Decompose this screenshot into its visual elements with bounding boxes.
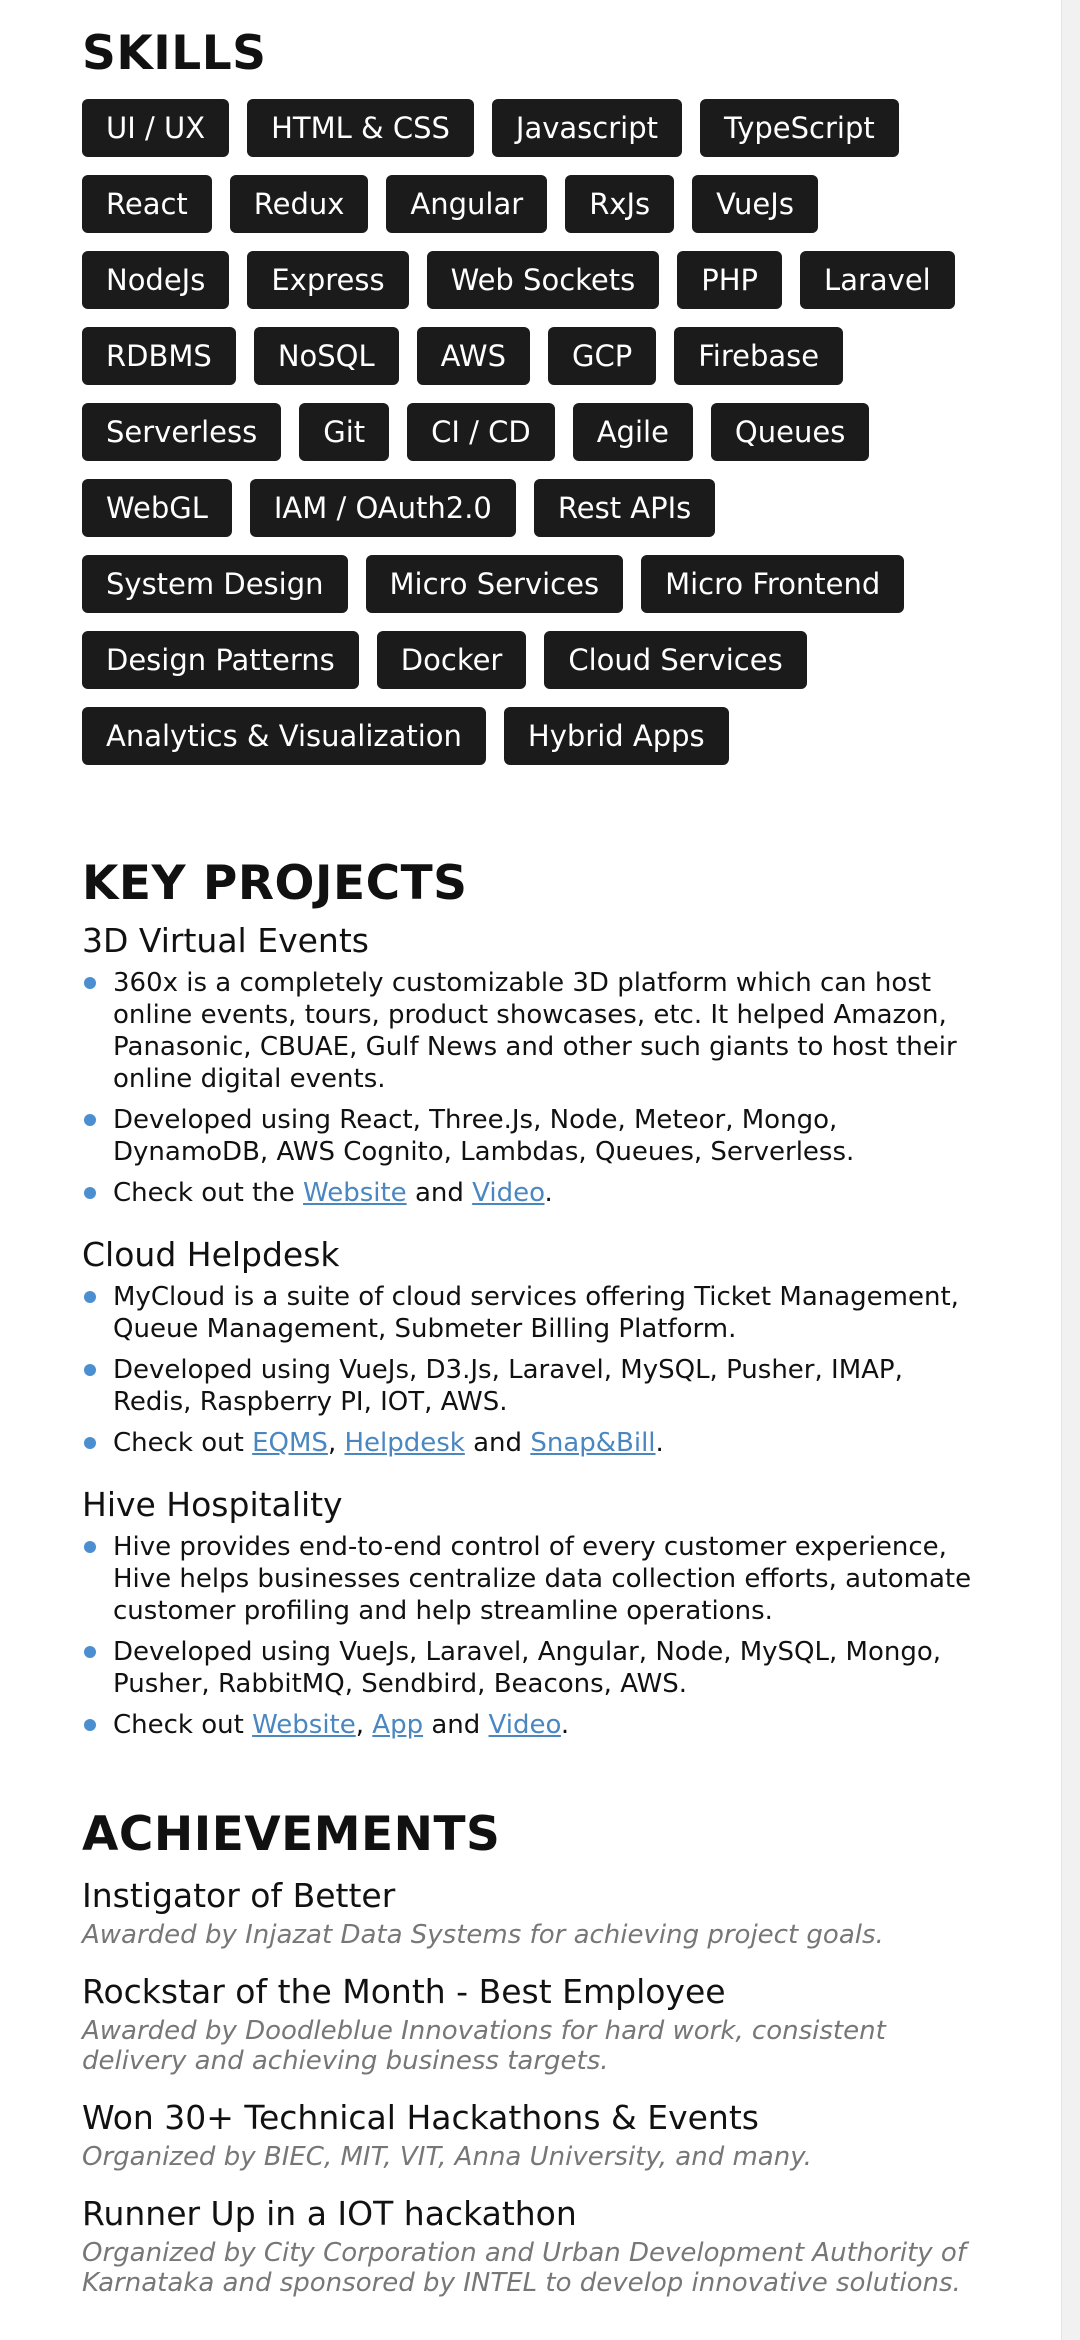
skills-section xyxy=(82,0,982,765)
checkout-prefix: Check out xyxy=(113,1428,253,1458)
skill-tag: Web Sockets xyxy=(427,251,660,309)
skill-tag: Firebase xyxy=(674,327,843,385)
skill-tag: Serverless xyxy=(82,403,281,461)
snap-and-bill-link[interactable]: Snap&Bill xyxy=(530,1428,656,1458)
projects-section xyxy=(82,856,982,1741)
link-separator: and xyxy=(423,1710,489,1740)
skills-heading: SKILLS xyxy=(82,26,267,81)
skill-tag: RxJs xyxy=(565,175,674,233)
project-bullet-list xyxy=(82,967,982,1209)
project-description xyxy=(82,1281,982,1345)
achievement-description: Awarded by Injazat Data Systems for achieving project goals. xyxy=(82,1920,884,1950)
link-separator: , xyxy=(355,1710,373,1740)
achievement-title: Runner Up in a IOT hackathon xyxy=(82,2194,577,2233)
project-description-text: 360x is a completely customizable 3D platform which can host online events, tours, product showcases, etc. It helped Amazon, Panasonic, CBUAE, Gulf News and other such giants to host their online digital events. xyxy=(113,968,957,1094)
project-links xyxy=(82,1177,982,1209)
skill-tag: Cloud Services xyxy=(544,631,806,689)
sentence-end: . xyxy=(560,1710,570,1740)
projects-heading: KEY PROJECTS xyxy=(82,856,468,911)
achievement-item xyxy=(82,2098,982,2172)
project-links xyxy=(82,1427,982,1459)
skill-tag: Express xyxy=(247,251,408,309)
project-item xyxy=(82,921,982,1209)
project-item xyxy=(82,1485,982,1741)
project-description-text: MyCloud is a suite of cloud services offering Ticket Management, Queue Management, Submeter Billing Platform. xyxy=(113,1282,959,1344)
project-links xyxy=(82,1709,982,1741)
link-separator: and xyxy=(464,1428,531,1458)
achievement-title: Rockstar of the Month - Best Employee xyxy=(82,1972,726,2011)
bullet-dot-icon xyxy=(84,1646,96,1658)
skill-tag: Queues xyxy=(711,403,869,461)
project-tech-text: Developed using VueJs, Laravel, Angular, Node, MySQL, Mongo, Pusher, RabbitMQ, Sendbird, Beacons, AWS. xyxy=(113,1637,942,1699)
skill-tag: UI / UX xyxy=(82,99,229,157)
video-link[interactable]: Video xyxy=(472,1178,545,1208)
achievement-item xyxy=(82,1972,982,2076)
checkout-prefix: Check out the xyxy=(113,1178,304,1208)
bullet-dot-icon xyxy=(84,1719,96,1731)
link-separator: , xyxy=(327,1428,345,1458)
skill-tag: HTML & CSS xyxy=(247,99,474,157)
project-bullet-list xyxy=(82,1531,982,1741)
skill-tag: TypeScript xyxy=(700,99,899,157)
skill-tag: Agile xyxy=(573,403,693,461)
skill-tag: Git xyxy=(299,403,389,461)
skill-tag: Hybrid Apps xyxy=(504,707,729,765)
skill-tag: WebGL xyxy=(82,479,232,537)
skill-tag: Docker xyxy=(377,631,527,689)
skill-tag: Javascript xyxy=(492,99,682,157)
checkout-prefix: Check out xyxy=(113,1710,253,1740)
video-link[interactable]: Video xyxy=(488,1710,561,1740)
skill-tag: AWS xyxy=(417,327,530,385)
skill-tag: CI / CD xyxy=(407,403,555,461)
project-description xyxy=(82,967,982,1095)
skill-tag: Rest APIs xyxy=(534,479,715,537)
vertical-scrollbar[interactable] xyxy=(1061,0,1080,2340)
skill-tag: GCP xyxy=(548,327,656,385)
achievement-title: Won 30+ Technical Hackathons & Events xyxy=(82,2098,759,2137)
skill-tag: VueJs xyxy=(692,175,818,233)
achievement-description: Organized by BIEC, MIT, VIT, Anna University, and many. xyxy=(82,2142,812,2172)
bullet-dot-icon xyxy=(84,1541,96,1553)
skill-tag: NodeJs xyxy=(82,251,229,309)
achievement-item xyxy=(82,1876,982,1950)
skill-tag: Laravel xyxy=(800,251,955,309)
achievements-heading: ACHIEVEMENTS xyxy=(82,1807,501,1862)
bullet-dot-icon xyxy=(84,977,96,989)
bullet-dot-icon xyxy=(84,1437,96,1449)
sentence-end: . xyxy=(655,1428,664,1458)
eqms-link[interactable]: EQMS xyxy=(252,1428,328,1458)
project-name: 3D Virtual Events xyxy=(82,921,369,960)
skill-tag: Analytics & Visualization xyxy=(82,707,486,765)
skill-tag: RDBMS xyxy=(82,327,236,385)
bullet-dot-icon xyxy=(84,1187,96,1199)
project-tech-text: Developed using VueJs, D3.Js, Laravel, MySQL, Pusher, IMAP, Redis, Raspberry PI, IOT, AWS. xyxy=(113,1355,903,1417)
bullet-dot-icon xyxy=(84,1291,96,1303)
achievement-title: Instigator of Better xyxy=(82,1876,396,1915)
skill-tag: Angular xyxy=(386,175,547,233)
skill-tag: NoSQL xyxy=(254,327,399,385)
achievement-description: Organized by City Corporation and Urban Development Authority of Karnataka and sponsored by INTEL to develop innovative solutions. xyxy=(82,2238,966,2298)
project-tech-stack xyxy=(82,1636,982,1700)
project-tech-stack xyxy=(82,1354,982,1418)
skill-tag: React xyxy=(82,175,212,233)
project-description xyxy=(82,1531,982,1627)
skill-tag: Redux xyxy=(230,175,369,233)
resume-page xyxy=(82,0,982,2298)
project-tech-stack xyxy=(82,1104,982,1168)
skill-tag: IAM / OAuth2.0 xyxy=(250,479,516,537)
project-item xyxy=(82,1235,982,1459)
project-bullet-list xyxy=(82,1281,982,1459)
skill-tag-list xyxy=(82,99,982,765)
project-name: Hive Hospitality xyxy=(82,1485,343,1524)
skill-tag: PHP xyxy=(677,251,782,309)
skill-tag: Micro Frontend xyxy=(641,555,904,613)
skill-tag: Micro Services xyxy=(366,555,624,613)
app-link[interactable]: App xyxy=(372,1710,424,1740)
bullet-dot-icon xyxy=(84,1364,96,1376)
project-tech-text: Developed using React, Three.Js, Node, Meteor, Mongo, DynamoDB, AWS Cognito, Lambdas, Queues, Serverless. xyxy=(113,1105,855,1167)
website-link[interactable]: Website xyxy=(252,1710,356,1740)
achievement-description: Awarded by Doodleblue Innovations for hard work, consistent delivery and achieving business targets. xyxy=(82,2016,886,2076)
achievement-item xyxy=(82,2194,982,2298)
helpdesk-link[interactable]: Helpdesk xyxy=(344,1428,465,1458)
skill-tag: Design Patterns xyxy=(82,631,359,689)
website-link[interactable]: Website xyxy=(303,1178,407,1208)
skill-tag: System Design xyxy=(82,555,348,613)
project-description-text: Hive provides end-to-end control of every customer experience, Hive helps businesses centralize data collection efforts, automate customer profiling and help streamline operations. xyxy=(113,1532,972,1626)
project-name: Cloud Helpdesk xyxy=(82,1235,340,1274)
achievements-section xyxy=(82,1807,982,2298)
sentence-end: . xyxy=(544,1178,553,1208)
link-separator: and xyxy=(406,1178,473,1208)
bullet-dot-icon xyxy=(84,1114,96,1126)
